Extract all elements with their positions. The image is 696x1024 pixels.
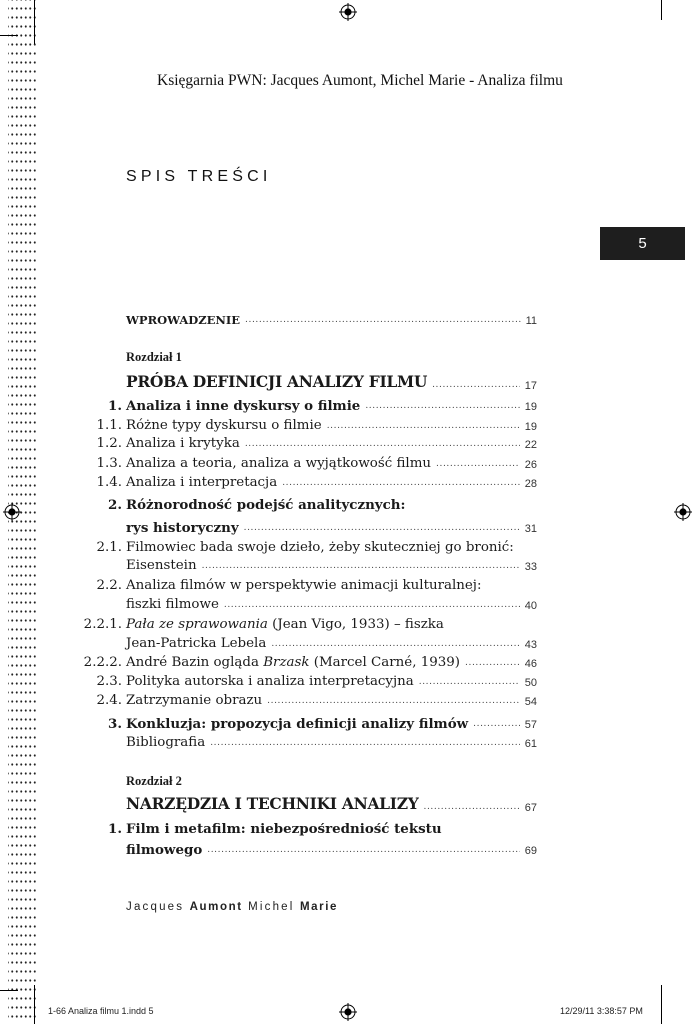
toc-page-number: 40 xyxy=(524,600,537,612)
crop-mark xyxy=(0,35,18,36)
author-footer xyxy=(126,901,338,913)
toc-chapter-1[interactable] xyxy=(76,373,537,395)
toc-chapter-2[interactable] xyxy=(76,795,537,817)
toc-entry-title: Bibliografia xyxy=(126,735,206,750)
print-slug-file: 1-66 Analiza filmu 1.indd 5 xyxy=(48,1006,154,1016)
toc-entry-title: Konkluzja: propozycja definicji analizy filmów xyxy=(126,716,469,732)
toc-page-number: 11 xyxy=(525,315,537,327)
toc-entry-title: Analiza filmów w perspektywie animacji kulturalnej: xyxy=(126,578,482,593)
toc-entry-number: 2.1. xyxy=(96,540,122,555)
toc-entry[interactable] xyxy=(76,474,537,492)
toc-entry-title: Różnorodność podejść analitycznych: xyxy=(126,497,406,513)
page-title: SPIS TREŚCI xyxy=(126,168,272,185)
toc-entry-continuation[interactable] xyxy=(76,635,537,653)
author-first-name: Jacques xyxy=(126,901,185,913)
toc-entry-intro[interactable] xyxy=(76,311,537,329)
toc-entry-title: Różne typy dyskursu o filmie xyxy=(126,418,322,433)
toc-page-number: 31 xyxy=(524,523,537,535)
toc-entry-number: 1. xyxy=(108,398,122,414)
toc-page-number: 69 xyxy=(524,845,537,857)
toc-entry[interactable] xyxy=(76,539,537,557)
toc-entry[interactable] xyxy=(76,715,537,733)
toc-entry-title: (Marcel Carné, 1939) xyxy=(309,655,461,670)
toc-entry-number: 2.2. xyxy=(96,578,122,593)
toc-entry[interactable] xyxy=(76,654,537,672)
print-slug-date: 12/29/11 3:38:57 PM xyxy=(560,1006,643,1016)
toc-entry[interactable] xyxy=(76,692,537,710)
toc-entry-title: Filmowiec bada swoje dzieło, żeby skuteczniej go bronić: xyxy=(126,540,514,555)
crop-mark xyxy=(0,990,18,991)
toc-entry[interactable] xyxy=(76,820,537,838)
toc-entry-number: 1. xyxy=(108,821,122,837)
registration-mark-icon xyxy=(674,503,692,521)
toc-entry[interactable] xyxy=(76,577,537,595)
toc-entry-title: (Jean Vigo, 1933) – fiszka xyxy=(267,617,444,632)
toc-entry-title: Analiza i interpretacja xyxy=(126,475,278,490)
toc-entry-title: Eisenstein xyxy=(126,558,197,573)
toc-page-number: 54 xyxy=(524,696,537,708)
toc-entry-number: 2. xyxy=(108,497,122,513)
crop-mark xyxy=(661,985,662,1024)
author-last-name: Aumont xyxy=(189,901,243,913)
toc-entry-number: 2.2.1. xyxy=(83,617,122,632)
toc-entry-continuation[interactable] xyxy=(76,519,537,537)
toc-page-number: 19 xyxy=(524,401,537,413)
toc-entry-title: André Bazin ogląda xyxy=(126,655,264,670)
toc-entry[interactable] xyxy=(76,496,537,514)
chapter-title: PRÓBA DEFINICJI ANALIZY FILMU xyxy=(126,372,428,391)
crop-mark xyxy=(661,0,662,20)
page-number-tab: 5 xyxy=(600,227,685,260)
toc-entry-title-italic: Brzask xyxy=(263,655,310,670)
toc-entry-title: Polityka autorska i analiza interpretacyjna xyxy=(126,674,414,689)
toc-page-number: 61 xyxy=(524,738,537,750)
toc-entry-title: Zatrzymanie obrazu xyxy=(126,693,263,708)
toc-entry-continuation[interactable] xyxy=(76,841,537,859)
toc-page-number: 57 xyxy=(524,719,537,731)
toc-entry[interactable] xyxy=(76,734,537,752)
crop-mark xyxy=(34,0,35,44)
toc-entry[interactable] xyxy=(76,435,537,453)
toc-entry[interactable] xyxy=(76,616,537,634)
toc-entry-number: 1.1. xyxy=(96,418,122,433)
toc-entry-title-italic: Pała ze sprawowania xyxy=(126,617,268,632)
chapter-title: NARZĘDZIA I TECHNIKI ANALIZY xyxy=(126,794,419,813)
toc-entry[interactable] xyxy=(76,417,537,435)
toc-entry-number: 1.3. xyxy=(96,456,122,471)
registration-mark-icon xyxy=(339,3,357,21)
author-last-name: Marie xyxy=(299,901,338,913)
toc-page-number: 43 xyxy=(524,639,537,651)
crop-mark xyxy=(34,985,35,1024)
toc-entry-number: 2.3. xyxy=(96,674,122,689)
chapter-label: Rozdział 2 xyxy=(126,774,182,788)
toc-page-number: 67 xyxy=(524,802,537,814)
toc-entry-number: 2.2.2. xyxy=(83,655,122,670)
toc-page-number: 28 xyxy=(524,478,537,490)
toc-entry-title: fiszki filmowe xyxy=(126,597,219,612)
registration-mark-icon xyxy=(339,1003,357,1021)
toc-entry-title: rys historyczny xyxy=(126,520,239,536)
toc-entry-continuation[interactable] xyxy=(76,557,537,575)
toc-entry-title: WPROWADZENIE xyxy=(126,313,241,327)
registration-mark-icon xyxy=(3,503,21,521)
chapter-label: Rozdział 1 xyxy=(126,350,182,364)
toc-page-number: 46 xyxy=(524,658,537,670)
toc-entry-title: Jean-Patricka Lebela xyxy=(126,636,267,651)
toc-entry[interactable] xyxy=(76,397,537,415)
toc-page-number: 19 xyxy=(524,421,537,433)
toc-entry-number: 1.2. xyxy=(96,436,122,451)
toc-page-number: 26 xyxy=(524,459,537,471)
toc-entry-title: Analiza i inne dyskursy o filmie xyxy=(126,398,361,414)
toc-entry-number: 2.4. xyxy=(96,693,122,708)
toc-page-number: 33 xyxy=(524,561,537,573)
toc-entry-title: filmowego xyxy=(126,842,203,858)
running-header: Księgarnia PWN: Jacques Aumont, Michel Marie - Analiza filmu xyxy=(157,72,563,89)
toc-entry[interactable] xyxy=(76,455,537,473)
toc-entry[interactable] xyxy=(76,673,537,691)
toc-page-number: 17 xyxy=(524,380,537,392)
author-first-name: Michel xyxy=(248,901,295,913)
toc-entry-number: 3. xyxy=(108,716,122,732)
toc-entry-title: Analiza i krytyka xyxy=(126,436,240,451)
toc-entry-number: 1.4. xyxy=(96,475,122,490)
toc-page-number: 50 xyxy=(524,677,537,689)
toc-entry-continuation[interactable] xyxy=(76,596,537,614)
toc-entry-title: Film i metafilm: niebezpośredniość tekstu xyxy=(126,821,442,837)
toc-entry-title: Analiza a teoria, analiza a wyjątkowość filmu xyxy=(126,456,432,471)
toc-page-number: 22 xyxy=(524,439,537,451)
